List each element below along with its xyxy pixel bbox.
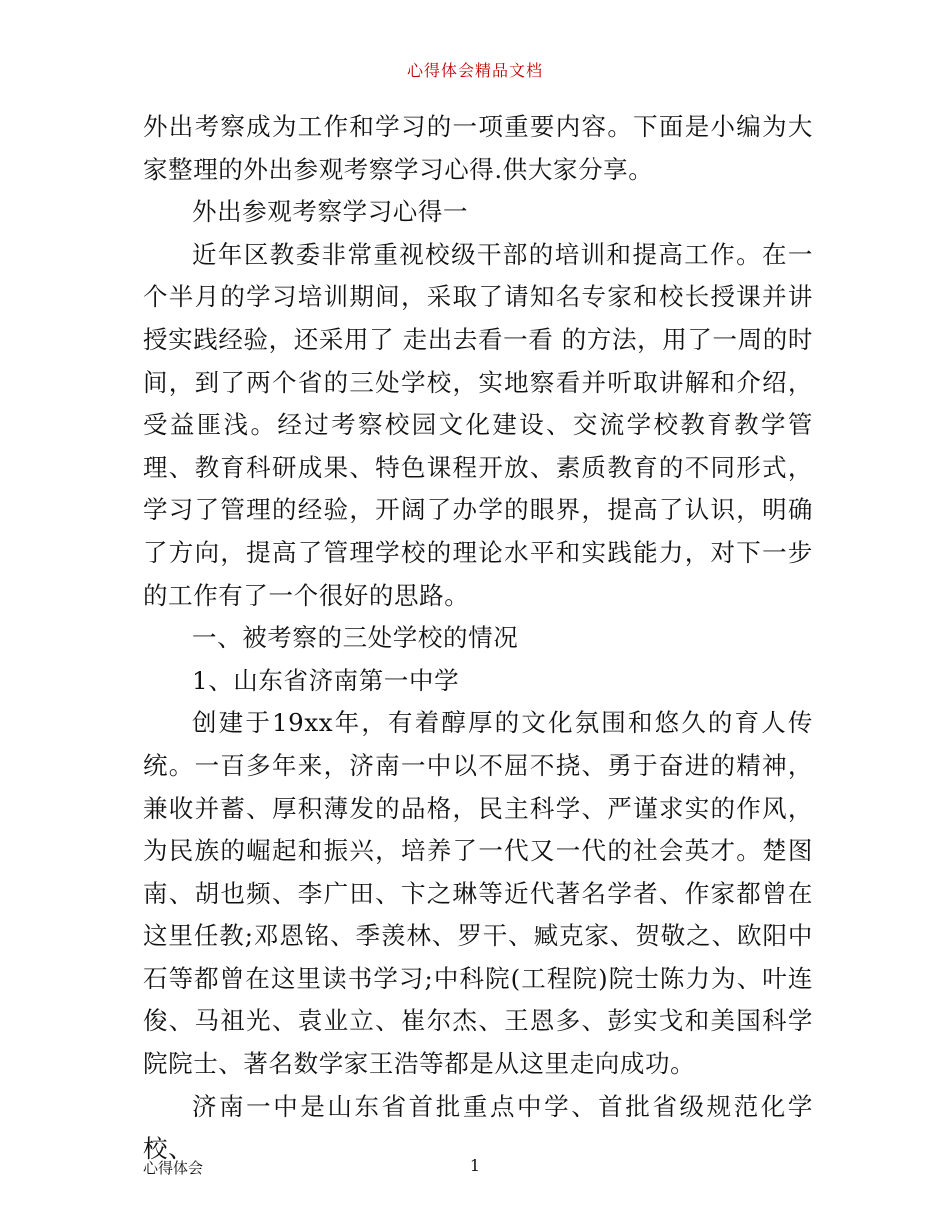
document-body — [143, 106, 813, 1171]
page-number: 1 — [469, 1156, 481, 1175]
body-paragraph: 近年区教委非常重视校级干部的培训和提高工作。在一个半月的学习培训期间，采取了请知名专家和校长授课并讲授实践经验，还采用了 走出去看一看 的方法，用了一周的时间，到了两个省的三处学校，实地察看并听取讲解和介绍，受益匪浅。经过考察校园文化建设、交流学校教育教学管理、教育科研成果、特色课程开放、素质教育的不同形式，学习了管理的经验，开阔了办学的眼界，提高了认识，明确了方向，提高了管理学校的理论水平和实践能力，对下一步的工作有了一个很好的思路。 — [143, 239, 813, 610]
subsection-heading: 一、被考察的三处学校的情况 — [192, 623, 519, 653]
document-header-title: 心得体会精品文档 — [406, 61, 543, 80]
school-heading: 1、山东省济南第一中学 — [192, 665, 460, 695]
body-paragraph: 济南一中是山东省首批重点中学、首批省级规范化学校、 — [143, 1091, 813, 1164]
footer-label: 心得体会 — [143, 1159, 204, 1177]
body-paragraph: 创建于19xx年，有着醇厚的文化氛围和悠久的育人传统。一百多年来，济南一中以不屈不挠、勇于奋进的精神，兼收并蓄、厚积薄发的品格，民主科学、严谨求实的作风，为民族的崛起和振兴，培养了一代又一代的社会英才。楚图南、胡也频、李广田、卞之琳等近代著名学者、作家都曾在这里任教;邓恩铭、季羡林、罗干、臧克家、贺敬之、欧阳中石等都曾在这里读书学习;中科院(工程院)院士陈力为、叶连俊、马祖光、袁业立、崔尔杰、王恩多、彭实戈和美国科学院院士、著名数学家王浩等都是从这里走向成功。 — [143, 708, 813, 1079]
intro-paragraph: 外出考察成为工作和学习的一项重要内容。下面是小编为大家整理的外出参观考察学习心得.供大家分享。 — [143, 112, 813, 184]
section-heading-1: 外出参观考察学习心得一 — [192, 197, 469, 227]
